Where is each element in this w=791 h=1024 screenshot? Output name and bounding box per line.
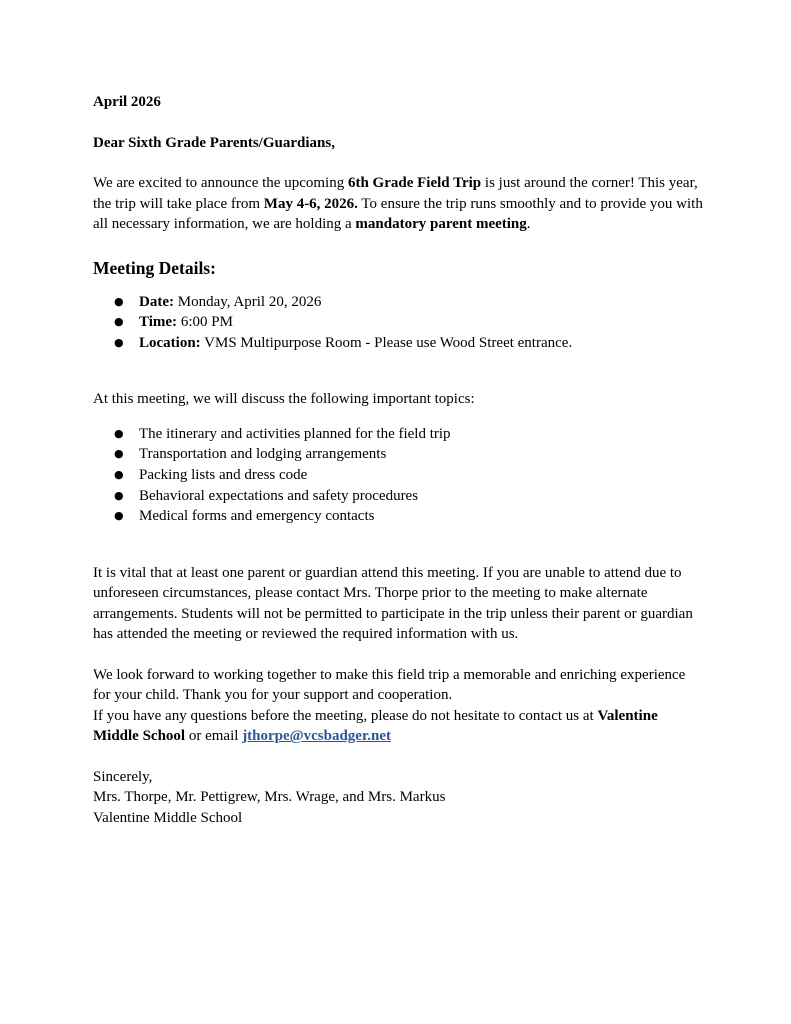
meeting-time-item — [93, 312, 703, 333]
intro-text-4: . — [526, 216, 531, 232]
questions-paragraph — [93, 706, 703, 747]
salutation: Dear Sixth Grade Parents/Guardians, — [93, 134, 335, 151]
topic-item — [93, 444, 703, 465]
intro-text-2: is just around the corner! This year, the trip will take place from — [93, 175, 698, 212]
signers: Mrs. Thorpe, Mr. Pettigrew, Mrs. Wrage, and Mrs. Markus — [93, 789, 446, 806]
questions-school-name: Valentine Middle School — [93, 707, 658, 745]
letter-date: April 2026 — [93, 94, 161, 110]
questions-text-2: or email — [185, 728, 243, 745]
meeting-location-label: Location: — [139, 334, 201, 351]
email-link[interactable]: jthorpe@vcsbadger.net — [242, 728, 391, 745]
intro-bold-trip: 6th Grade Field Trip — [347, 175, 482, 191]
meeting-date-value: Monday, April 20, 2026 — [173, 293, 322, 310]
meeting-location-value: VMS Multipurpose Room - Please use Wood Street entrance. — [200, 334, 573, 351]
letter-page — [93, 92, 703, 828]
meeting-time-label: Time: — [139, 314, 178, 331]
school-signature: Valentine Middle School — [93, 809, 243, 826]
topic-text: The itinerary and activities planned for the field trip — [139, 425, 451, 442]
intro-text-3: To ensure the trip runs smoothly and to provide you with all necessary information, we are holding a — [93, 195, 703, 232]
intro-paragraph — [93, 173, 703, 235]
topic-text: Behavioral expectations and safety procedures — [139, 487, 419, 504]
topic-item — [93, 465, 703, 486]
bullet-icon: ● — [114, 447, 124, 461]
topic-item — [93, 486, 703, 507]
bullet-icon: ● — [114, 426, 124, 440]
meeting-time-value: 6:00 PM — [177, 314, 233, 331]
topic-text: Transportation and lodging arrangements — [139, 446, 387, 463]
meeting-details-list — [93, 292, 703, 354]
closing: Sincerely, — [93, 768, 153, 785]
meeting-details-heading: Meeting Details: — [93, 257, 216, 278]
bullet-icon: ● — [114, 467, 124, 481]
topic-item — [93, 424, 703, 445]
meeting-location-item — [93, 333, 703, 354]
intro-text-1: We are excited to announce the upcoming — [93, 175, 348, 191]
attendance-paragraph: It is vital that at least one parent or guardian attend this meeting. If you are unable to attend due to unforeseen circumstances, please contact Mrs. Thorpe prior to the meeting to make alternate arrangements. Students will not be permitted to participate in the trip unless their parent or guardian has attended the meeting or reviewed the required information with us. — [93, 564, 693, 643]
bullet-icon: ● — [114, 315, 124, 329]
topic-item — [93, 506, 703, 527]
bullet-icon: ● — [114, 294, 124, 308]
topics-intro: At this meeting, we will discuss the following important topics: — [93, 391, 475, 408]
meeting-date-item — [93, 292, 703, 313]
bullet-icon: ● — [114, 488, 124, 502]
bullet-icon: ● — [114, 335, 124, 349]
bullet-icon: ● — [114, 509, 124, 523]
topic-text: Packing lists and dress code — [139, 466, 308, 483]
topics-list — [93, 424, 703, 527]
meeting-date-label: Date: — [139, 293, 174, 310]
intro-bold-dates: May 4-6, 2026. — [263, 195, 358, 212]
topic-text: Medical forms and emergency contacts — [139, 508, 375, 525]
questions-text-1: If you have any questions before the meeting, please do not hesitate to contact us at — [93, 707, 598, 724]
intro-bold-meeting: mandatory parent meeting — [355, 216, 527, 232]
look-forward-paragraph: We look forward to working together to make this field trip a memorable and enriching experience for your child. Thank you for your support and cooperation. — [93, 666, 686, 704]
